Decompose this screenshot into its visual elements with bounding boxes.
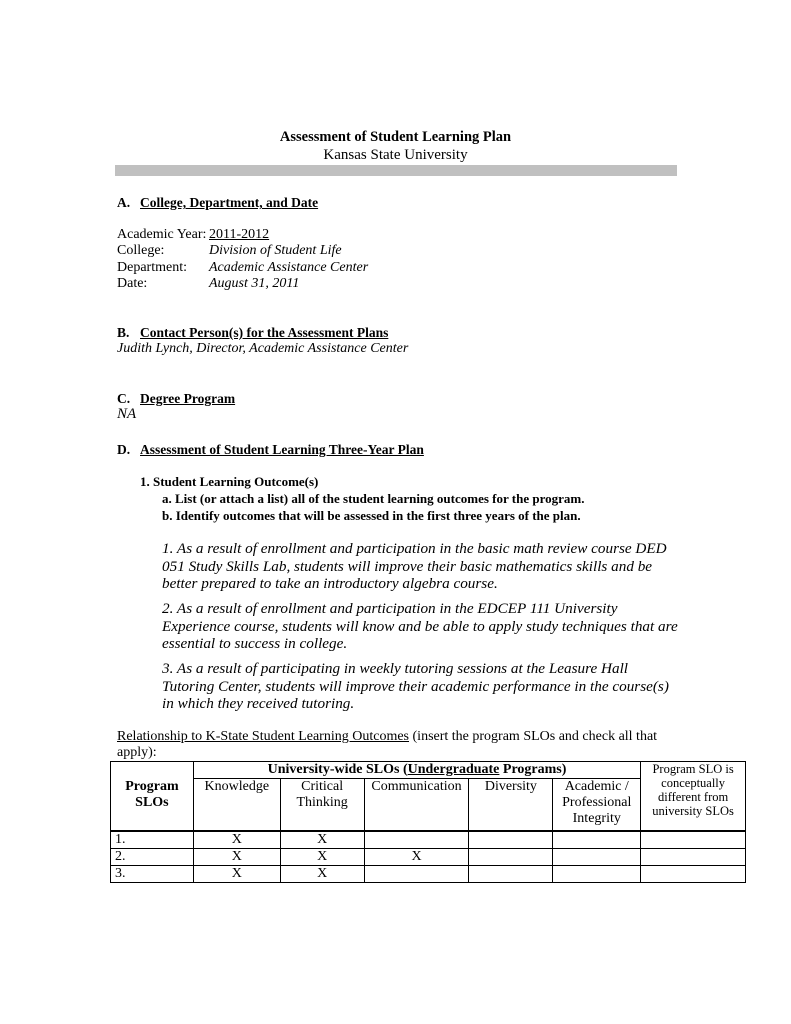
section-c-heading bbox=[117, 391, 235, 407]
col-diversity-header: Diversity bbox=[469, 779, 553, 831]
row-1-different bbox=[641, 831, 746, 849]
table-corner-cell bbox=[111, 762, 194, 779]
row-2-communication: X bbox=[364, 848, 469, 865]
col-academic-header: Academic / Professional Integrity bbox=[553, 779, 641, 831]
university-slos-header-post: Programs) bbox=[499, 762, 567, 777]
section-c-letter: C. bbox=[117, 391, 131, 406]
academic-year-row bbox=[117, 227, 269, 243]
outcome-3: 3. As a result of participating in weekly tutoring sessions at the Leasure Hall Tutoring Center, students will improve their academic performance in the course(s) in which they received tutoring. bbox=[162, 660, 669, 712]
row-2-knowledge: X bbox=[193, 848, 280, 865]
item-1b: b. Identify outcomes that will be assessed in the first three years of the plan. bbox=[162, 508, 581, 523]
row-3-academic bbox=[553, 865, 641, 882]
row-3-slo: 3. bbox=[111, 865, 194, 882]
academic-year-value: 2011-2012 bbox=[209, 227, 270, 242]
section-a-heading bbox=[117, 195, 318, 211]
row-3-different bbox=[641, 865, 746, 882]
row-2-academic bbox=[553, 848, 641, 865]
row-1-communication bbox=[364, 831, 469, 849]
outcome-1: 1. As a result of enrollment and participation in the basic math review course DED 051 Study Skills Lab, students will improve their basic mathematics skills and be better prepared to take an introductory algebra course. bbox=[162, 540, 667, 592]
section-b-heading bbox=[117, 325, 388, 341]
col-communication-header: Communication bbox=[364, 779, 469, 831]
slo-table bbox=[110, 761, 746, 883]
row-1-knowledge: X bbox=[193, 831, 280, 849]
outcome-2: 2. As a result of enrollment and participation in the EDCEP 111 University Experience course, students will know and be able to apply study techniques that are essential to success in college. bbox=[162, 600, 678, 652]
item-1-heading: 1. Student Learning Outcome(s) bbox=[140, 474, 319, 489]
section-d-heading bbox=[117, 442, 424, 458]
item-1a: a. List (or attach a list) all of the student learning outcomes for the program. bbox=[162, 491, 585, 506]
col-critical-header: Critical Thinking bbox=[280, 779, 364, 831]
document-subtitle: Kansas State University bbox=[323, 147, 468, 163]
relationship-paragraph bbox=[117, 729, 677, 761]
row-1-slo: 1. bbox=[111, 831, 194, 849]
date-row bbox=[117, 276, 299, 292]
row-2-critical: X bbox=[280, 848, 364, 865]
row-1-academic bbox=[553, 831, 641, 849]
title-divider bbox=[115, 165, 677, 176]
date-label: Date: bbox=[117, 276, 148, 291]
academic-year-label: Academic Year: bbox=[117, 227, 207, 242]
relationship-link: Relationship to K-State Student Learning Outcomes bbox=[117, 729, 410, 744]
department-value: Academic Assistance Center bbox=[209, 260, 369, 275]
row-2-diversity bbox=[469, 848, 553, 865]
row-3-diversity bbox=[469, 865, 553, 882]
section-a-letter: A. bbox=[117, 195, 131, 210]
row-1-diversity bbox=[469, 831, 553, 849]
university-slos-header bbox=[193, 762, 640, 779]
section-c-title: Degree Program bbox=[140, 391, 236, 406]
row-3-knowledge: X bbox=[193, 865, 280, 882]
col-knowledge-header: Knowledge bbox=[193, 779, 280, 831]
row-2-slo: 2. bbox=[111, 848, 194, 865]
section-d-title: Assessment of Student Learning Three-Year Plan bbox=[140, 442, 424, 457]
section-d-letter: D. bbox=[117, 442, 131, 457]
college-label: College: bbox=[117, 243, 165, 258]
relationship-text: (insert the program SLOs and check all that apply): bbox=[117, 729, 658, 760]
university-slos-header-pre: University-wide SLOs ( bbox=[267, 762, 408, 777]
section-b-letter: B. bbox=[117, 325, 130, 340]
row-1-critical: X bbox=[280, 831, 364, 849]
date-value: August 31, 2011 bbox=[209, 276, 300, 291]
department-label: Department: bbox=[117, 260, 187, 275]
document-title: Assessment of Student Learning Plan bbox=[279, 129, 512, 145]
row-2-different bbox=[641, 848, 746, 865]
col-different-header: Program SLO is conceptually different from university SLOs bbox=[641, 762, 746, 831]
college-row bbox=[117, 243, 342, 259]
section-a-title: College, Department, and Date bbox=[140, 195, 319, 210]
table-row bbox=[111, 865, 746, 882]
department-row bbox=[117, 260, 368, 276]
contact-person: Judith Lynch, Director, Academic Assistance Center bbox=[117, 341, 409, 356]
university-slos-header-undergrad: Undergraduate bbox=[407, 762, 500, 777]
table-row bbox=[111, 831, 746, 849]
college-value: Division of Student Life bbox=[209, 243, 342, 258]
section-b-title: Contact Person(s) for the Assessment Plans bbox=[140, 325, 389, 340]
col-program-header: Program SLOs bbox=[111, 779, 194, 831]
degree-program-value: NA bbox=[117, 406, 137, 422]
row-3-communication bbox=[364, 865, 469, 882]
table-row bbox=[111, 848, 746, 865]
row-3-critical: X bbox=[280, 865, 364, 882]
